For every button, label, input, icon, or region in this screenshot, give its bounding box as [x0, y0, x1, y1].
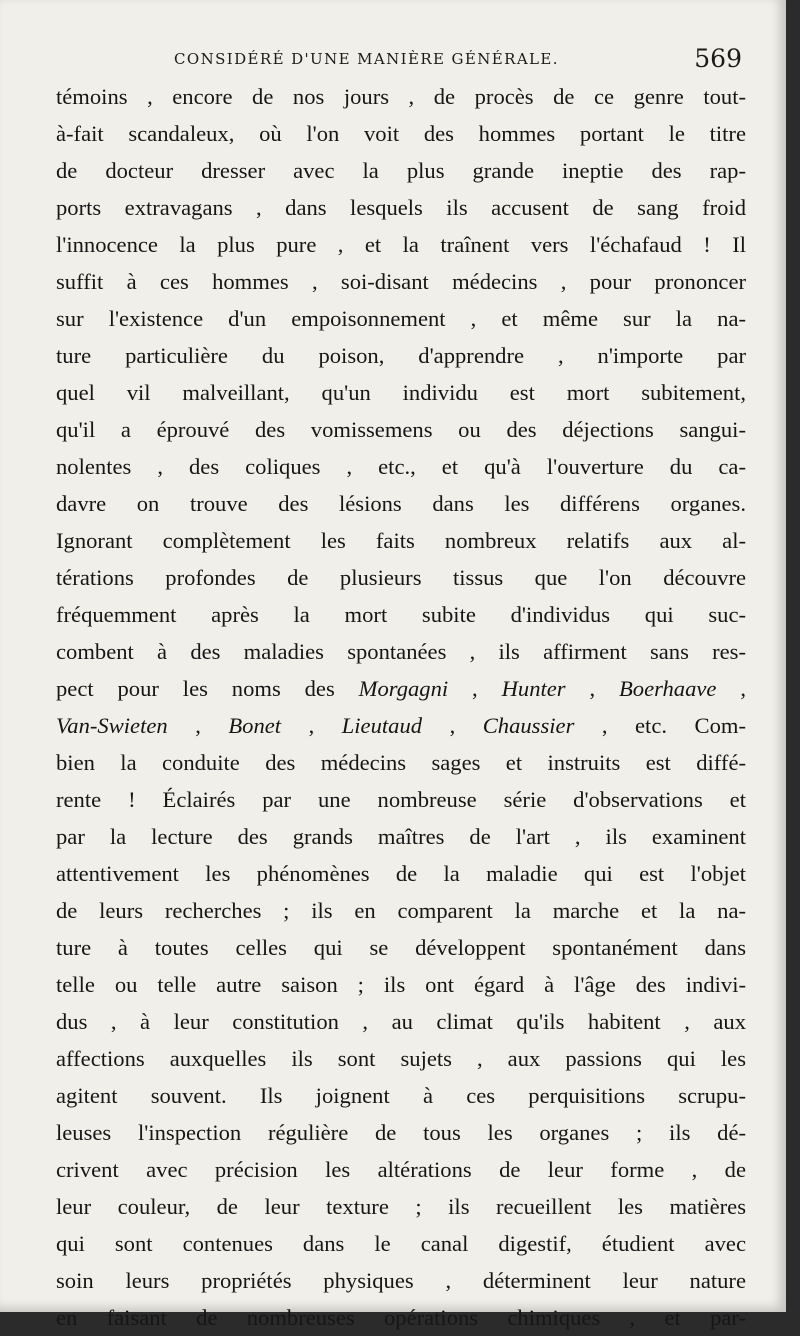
- text-segment: de docteur dresser avec la plus grande ineptie des rap-: [56, 158, 746, 183]
- text-segment: combent à des maladies spontanées , ils affirment sans res-: [56, 639, 746, 664]
- text-segment: telle ou telle autre saison ; ils ont égard à l'âge des indivi-: [56, 972, 746, 997]
- text-segment: bien la conduite des médecins sages et instruits est diffé-: [56, 750, 746, 775]
- text-segment: ports extravagans , dans lesquels ils accusent de sang froid: [56, 195, 746, 220]
- text-segment: qui sont contenues dans le canal digestif, étudient avec: [56, 1231, 746, 1256]
- text-line: [56, 596, 746, 633]
- text-line: [56, 78, 746, 115]
- text-segment: térations profondes de plusieurs tissus que l'on découvre: [56, 565, 746, 590]
- page-header: [56, 40, 746, 80]
- text-segment: Ignorant complètement les faits nombreux relatifs aux al-: [56, 528, 746, 553]
- text-segment: ,: [565, 676, 619, 701]
- text-line: [56, 1151, 746, 1188]
- text-line: [56, 189, 746, 226]
- text-line: [56, 744, 746, 781]
- text-line: [56, 1077, 746, 1114]
- text-segment: sur l'existence d'un empoisonnement , et même sur la na-: [56, 306, 746, 331]
- text-line: [56, 670, 746, 707]
- text-segment: rente ! Éclairés par une nombreuse série d'observations et: [56, 787, 746, 812]
- text-segment: nolentes , des coliques , etc., et qu'à l'ouverture du ca-: [56, 454, 746, 479]
- text-line: [56, 855, 746, 892]
- text-segment: ,: [716, 676, 746, 701]
- text-segment: quel vil malveillant, qu'un individu est mort subitement,: [56, 380, 746, 405]
- text-segment: ,: [448, 676, 502, 701]
- text-segment: crivent avec précision les altérations de leur forme , de: [56, 1157, 746, 1182]
- cited-name: Boerhaave: [619, 676, 717, 701]
- text-line: [56, 411, 746, 448]
- text-line: [56, 522, 746, 559]
- text-segment: soin leurs propriétés physiques , déterminent leur nature: [56, 1268, 746, 1293]
- text-segment: l'innocence la plus pure , et la traînent vers l'échafaud ! Il: [56, 232, 746, 257]
- text-segment: en faisant de nombreuses opérations chimiques , et par-: [56, 1305, 746, 1330]
- text-line: [56, 892, 746, 929]
- text-line: [56, 1188, 746, 1225]
- running-head: CONSIDÉRÉ D'UNE MANIÈRE GÉNÉRALE.: [174, 50, 559, 68]
- cited-name: Morgagni: [358, 676, 449, 701]
- text-line: [56, 1040, 746, 1077]
- text-line: [56, 152, 746, 189]
- text-segment: à-fait scandaleux, où l'on voit des hommes portant le titre: [56, 121, 746, 146]
- text-line: [56, 781, 746, 818]
- text-segment: dus , à leur constitution , au climat qu'ils habitent , aux: [56, 1009, 746, 1034]
- text-segment: , etc. Com-: [574, 713, 746, 738]
- text-line: [56, 485, 746, 522]
- text-line: [56, 1114, 746, 1151]
- text-segment: ,: [281, 713, 342, 738]
- text-segment: par la lecture des grands maîtres de l'art , ils examinent: [56, 824, 746, 849]
- cited-name: Van-Swieten: [56, 713, 168, 738]
- cited-name: Lieutaud: [341, 713, 423, 738]
- text-segment: ,: [422, 713, 483, 738]
- text-segment: qu'il a éprouvé des vomissemens ou des déjections sangui-: [56, 417, 746, 442]
- text-line: [56, 1225, 746, 1262]
- text-line: [56, 1262, 746, 1299]
- text-line: [56, 263, 746, 300]
- text-segment: ,: [167, 713, 229, 738]
- text-segment: ture particulière du poison, d'apprendre , n'importe par: [56, 343, 746, 368]
- text-segment: pect pour les noms des: [56, 676, 359, 701]
- text-line: [56, 115, 746, 152]
- text-line: [56, 707, 746, 744]
- text-segment: témoins , encore de nos jours , de procès de ce genre tout-: [56, 84, 746, 109]
- text-segment: attentivement les phénomènes de la maladie qui est l'objet: [56, 861, 746, 886]
- text-line: [56, 966, 746, 1003]
- text-segment: fréquemment après la mort subite d'individus qui suc-: [56, 602, 746, 627]
- cited-name: Hunter: [501, 676, 566, 701]
- cited-name: Bonet: [228, 713, 282, 738]
- text-line: [56, 929, 746, 966]
- text-line: [56, 1299, 746, 1336]
- text-line: [56, 300, 746, 337]
- text-segment: ture à toutes celles qui se développent spontanément dans: [56, 935, 746, 960]
- text-line: [56, 633, 746, 670]
- text-segment: leuses l'inspection régulière de tous les organes ; ils dé-: [56, 1120, 746, 1145]
- text-segment: davre on trouve des lésions dans les différens organes.: [56, 491, 746, 516]
- text-line: [56, 559, 746, 596]
- text-line: [56, 226, 746, 263]
- text-line: [56, 1003, 746, 1040]
- text-line: [56, 337, 746, 374]
- text-segment: leur couleur, de leur texture ; ils recueillent les matières: [56, 1194, 746, 1219]
- text-line: [56, 448, 746, 485]
- text-segment: suffit à ces hommes , soi-disant médecins , pour prononcer: [56, 269, 746, 294]
- text-segment: agitent souvent. Ils joignent à ces perquisitions scrupu-: [56, 1083, 746, 1108]
- body-text: [56, 78, 746, 1336]
- text-line: [56, 818, 746, 855]
- text-segment: affections auxquelles ils sont sujets , aux passions qui les: [56, 1046, 746, 1071]
- text-line: [56, 374, 746, 411]
- text-segment: de leurs recherches ; ils en comparent la marche et la na-: [56, 898, 746, 923]
- page-number: 569: [694, 44, 742, 73]
- cited-name: Chaussier: [482, 713, 575, 738]
